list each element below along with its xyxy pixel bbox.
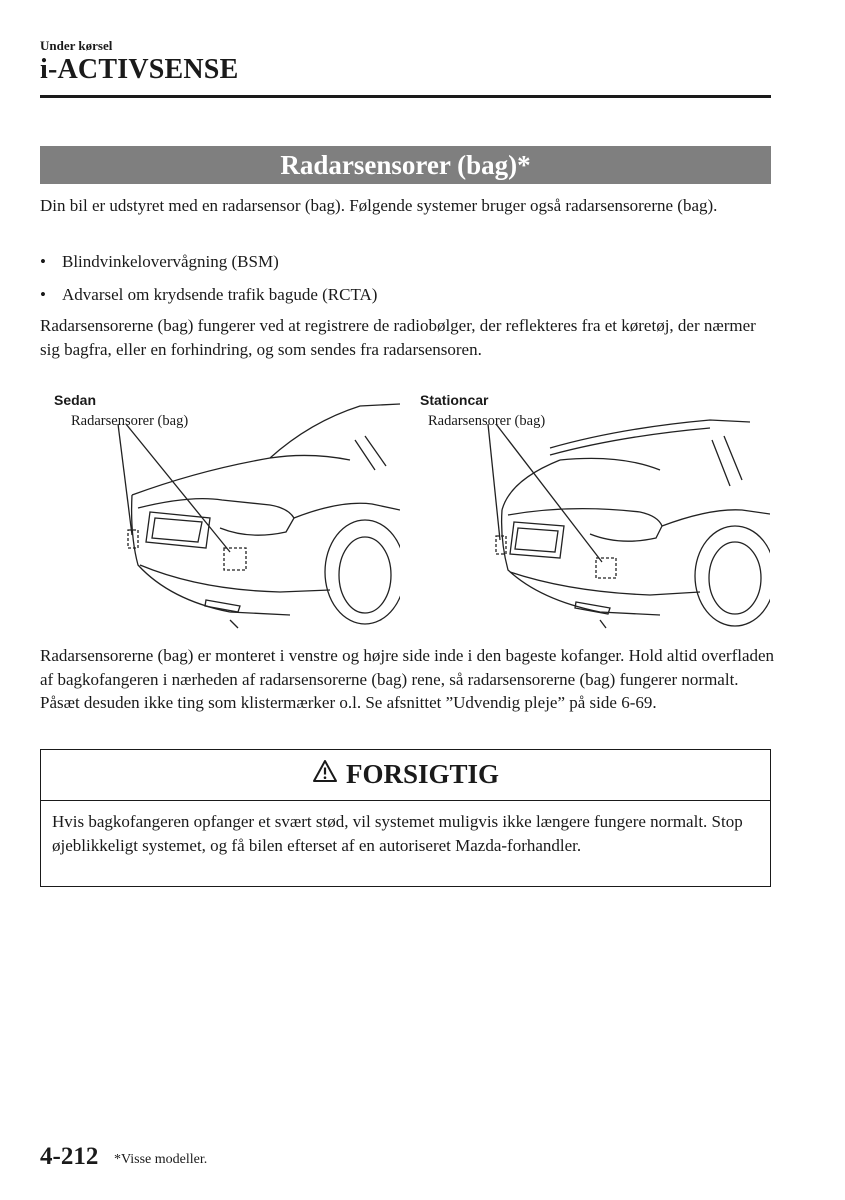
bullet-item-rcta (40, 283, 377, 306)
section-title: Radarsensorer (bag)* (40, 146, 771, 184)
body-paragraph: Radarsensorerne (bag) fungerer ved at registrere de radiobølger, der reflekteres fra et køretøj, der nærmer sig bagfra, eller en forhindring, og som sendes fra radarsensoren. (40, 316, 756, 359)
bullet-text: Advarsel om krydsende trafik bagude (RCTA) (62, 285, 378, 304)
caution-header (41, 750, 770, 801)
footnote: *Visse modeller. (114, 1152, 208, 1167)
caution-text: Hvis bagkofangeren opfanger et svært stød, vil systemet muligvis ikke længere fungere normalt. Stop øjeblikkeligt systemet, og få bilen efterset af en autoriseret Mazda-forhandler. (52, 812, 743, 855)
figure-label-sedan: Sedan (54, 392, 97, 408)
figure-callout-sedan: Radarsensorer (bag) (71, 413, 189, 429)
caution-box (40, 749, 771, 887)
bullet-icon: • (40, 252, 46, 271)
bullet-icon: • (40, 285, 46, 304)
header-rule (40, 95, 771, 98)
stationcar-rear-illustration (480, 400, 770, 630)
figure-callout-stationcar: Radarsensorer (bag) (428, 413, 546, 429)
mounting-paragraph: Radarsensorerne (bag) er monteret i venstre og højre side inde i den bageste kofanger. Hold altid overfladen af bagkofangeren i nærheden af radarsensorerne (bag) rene, så radarsensorerne (bag) fungerer normalt. Påsæt desuden ikke ting som klistermærker o.l. Se afsnittet ”Udvendig pleje” på side 6-69. (40, 646, 775, 712)
chapter-title: i-ACTIVSENSE (40, 54, 239, 85)
figure-label-stationcar: Stationcar (420, 392, 489, 408)
caution-title: FORSIGTIG (345, 759, 500, 789)
bullet-text: Blindvinkelovervågning (BSM) (62, 252, 279, 271)
intro-paragraph: Din bil er udstyret med en radarsensor (bag). Følgende systemer bruger også radarsensorerne (bag). (40, 196, 718, 215)
sedan-rear-illustration (110, 400, 400, 630)
running-head: Under kørsel (40, 38, 113, 53)
bullet-item-bsm (40, 250, 279, 273)
warning-triangle-icon (312, 759, 338, 783)
page-number: 4-212 (40, 1143, 99, 1170)
